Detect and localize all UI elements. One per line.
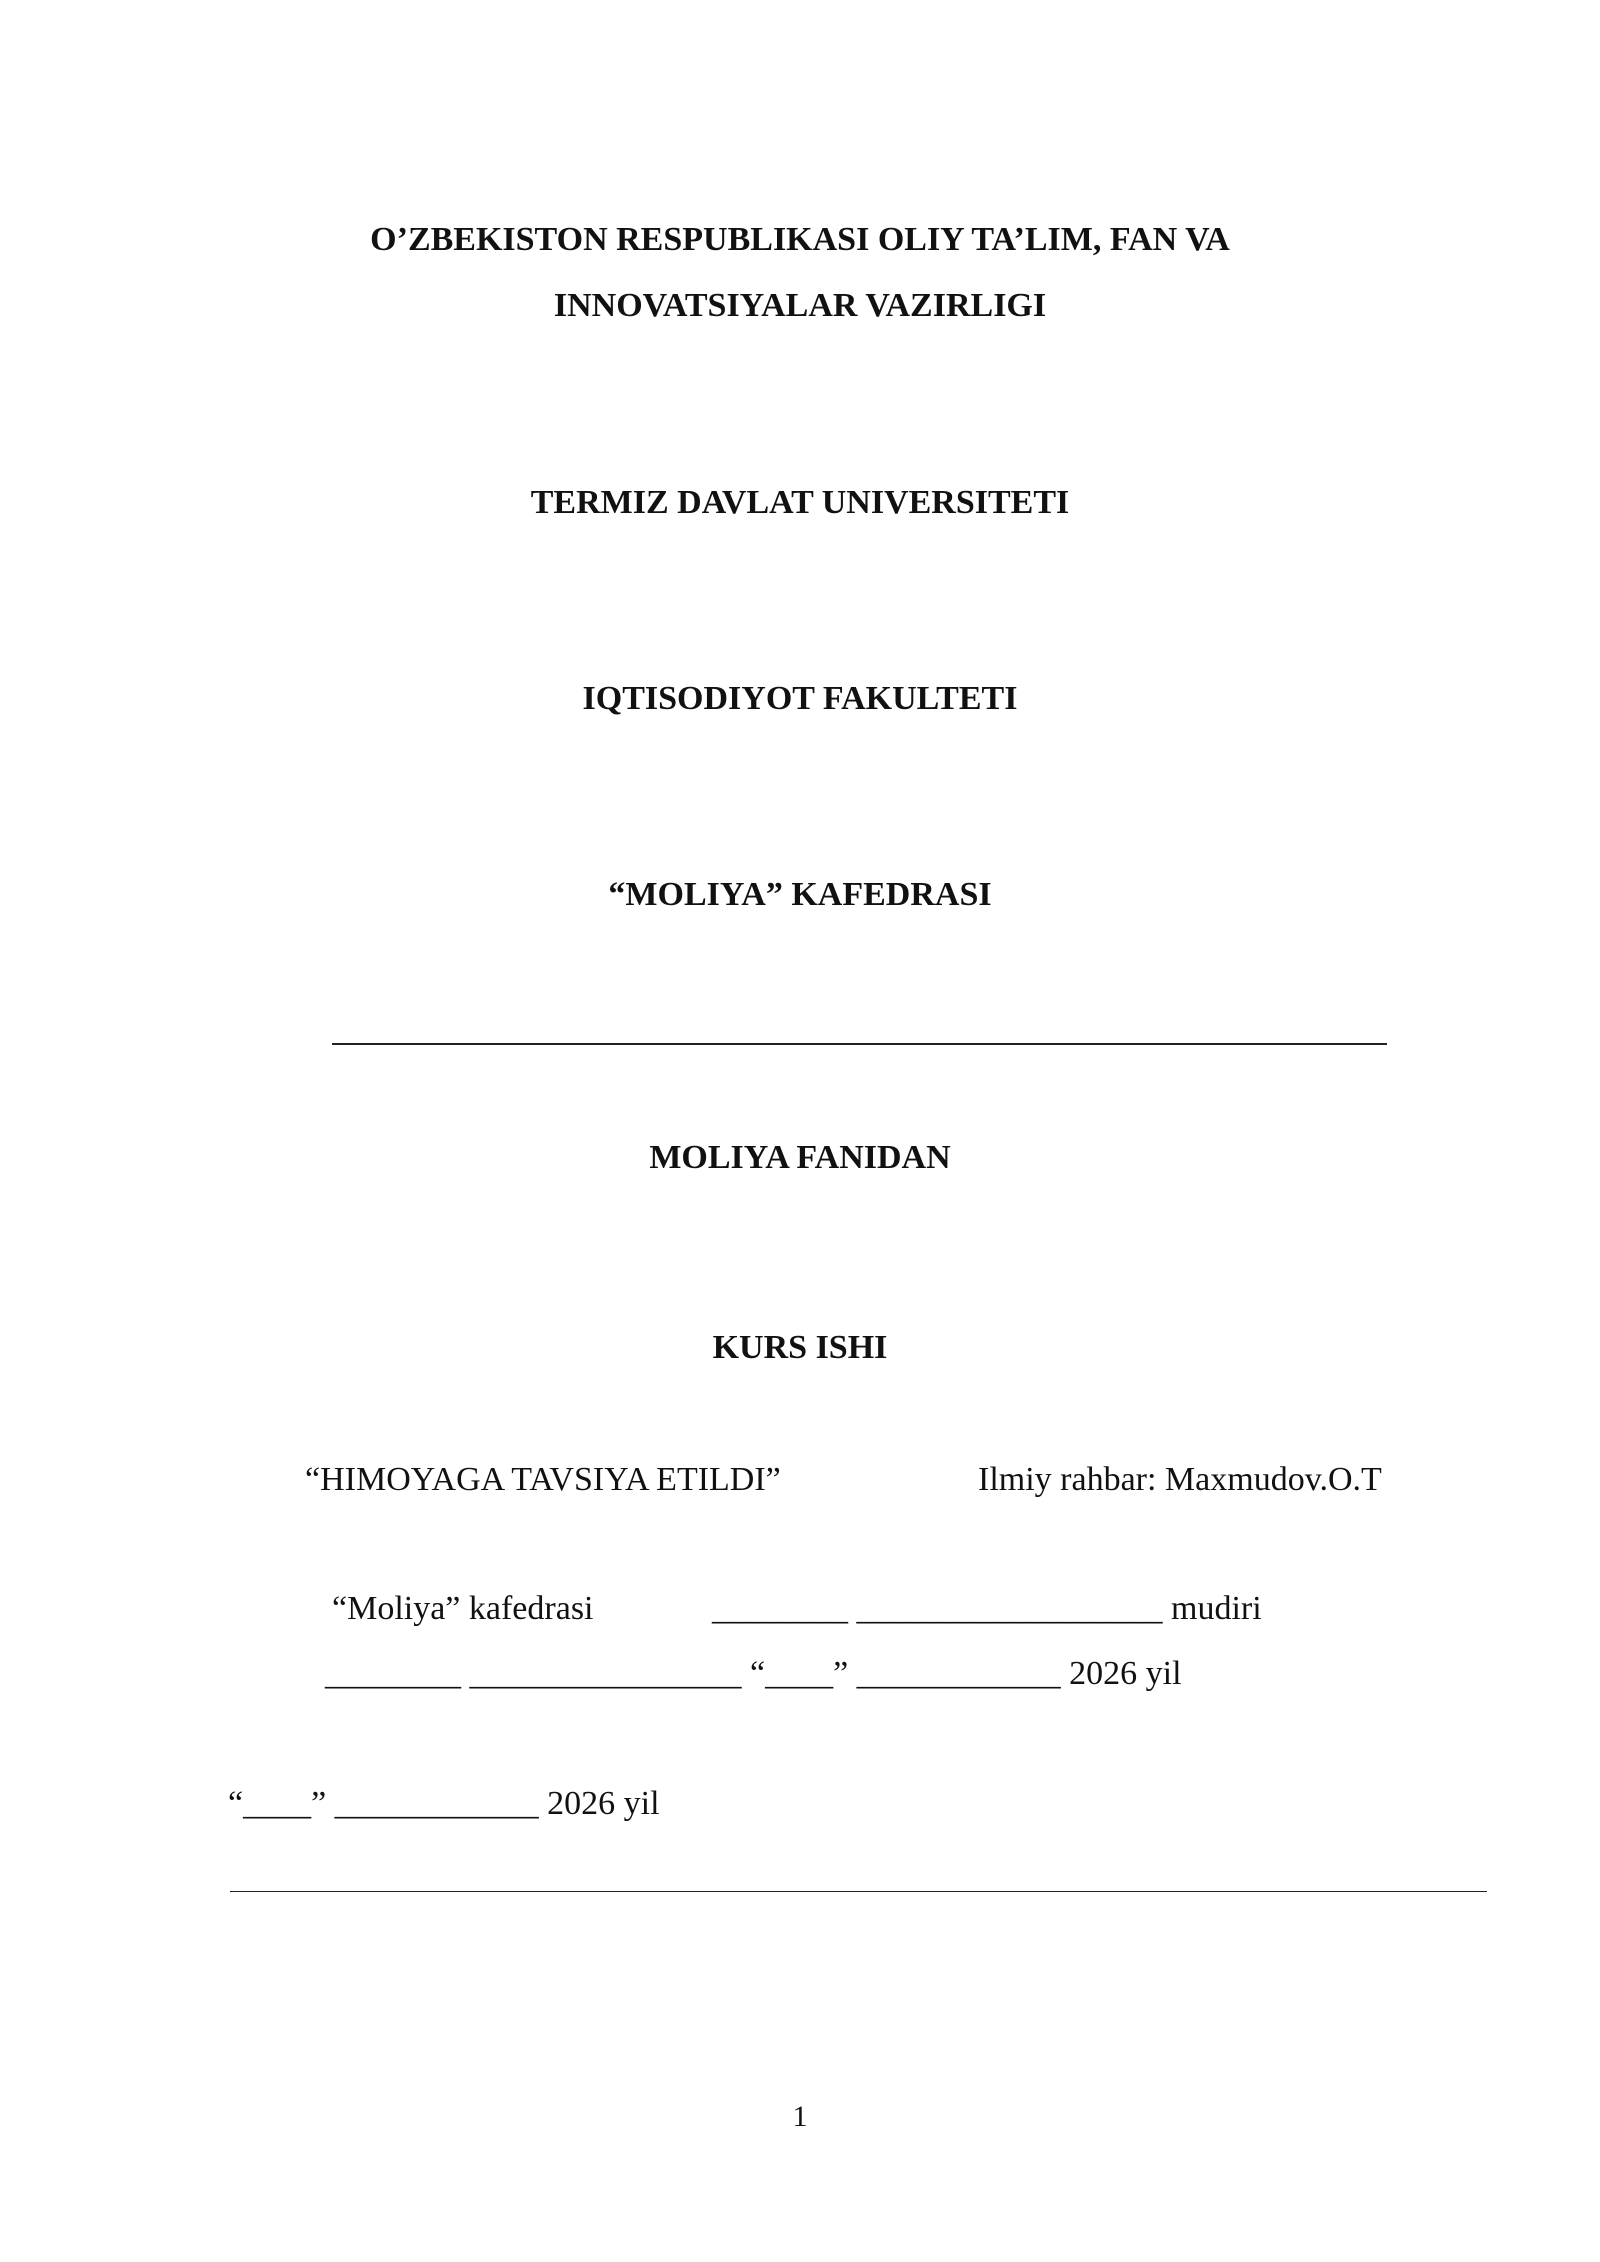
department-label: “Moliya” kafedrasi (332, 1590, 594, 1627)
footer-rule (230, 1891, 1487, 1892)
ministry-title-line1: O’ZBEKISTON RESPUBLIKASI OLIY TA’LIM, FAN VA (370, 221, 1230, 258)
approval-date-line: “____” ____________ 2026 yil (228, 1785, 660, 1822)
department-name: “MOLIYA” KAFEDRASI (608, 876, 992, 913)
recommended-label: “HIMOYAGA TAVSIYA ETILDI” (305, 1461, 781, 1498)
faculty-name: IQTISODIYOT FAKULTETI (582, 680, 1018, 717)
subject-title: MOLIYA FANIDAN (649, 1139, 951, 1176)
department-head-line: ________ __________________ mudiri (712, 1590, 1262, 1627)
university-name: TERMIZ DAVLAT UNIVERSITETI (530, 484, 1070, 521)
page-number: 1 (792, 2100, 808, 2133)
supervisor-label: Ilmiy rahbar: Maxmudov.O.T (978, 1461, 1382, 1498)
work-type-title: KURS ISHI (712, 1329, 888, 1366)
ministry-title-line2: INNOVATSIYALAR VAZIRLIGI (553, 287, 1047, 324)
signature-date-line: ________ ________________ “____” ____________ 2026 yil (325, 1655, 1182, 1692)
blank-rule (332, 1043, 1387, 1045)
